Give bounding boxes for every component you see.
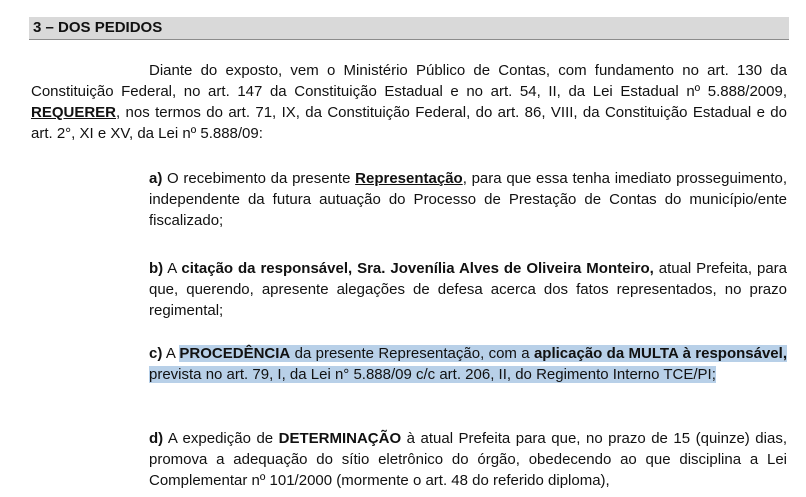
item-c-text-2[interactable]: da presente Representação, com a (290, 345, 534, 362)
item-c-bold-multa[interactable]: aplicação da MULTA à responsável, (533, 345, 787, 362)
item-d-letter: d) (149, 430, 164, 447)
item-d-text-2: à atual Prefeita para que, no prazo de 15 (quinze) dias, promova a adequação do sítio eletrônico do órgão, obedecendo ao que disciplina a Lei Complementar nº 101/2000 (mormente o art. 48 do referido diploma), (149, 430, 787, 489)
item-c-bold-procedencia[interactable]: PROCEDÊNCIA (179, 345, 291, 362)
item-b-letter: b) (149, 260, 164, 277)
item-c-letter: c) (149, 345, 163, 362)
section-title: 3 – DOS PEDIDOS (33, 19, 163, 36)
item-b-text-2: atual Prefeita, para que, querendo, apresente alegações de defesa acerca dos fatos representados, no prazo regimental; (149, 260, 787, 319)
request-item-a (149, 168, 787, 231)
request-item-c[interactable] (149, 343, 787, 385)
item-d-bold: DETERMINAÇÃO (278, 430, 402, 447)
item-c-text-1: A (162, 345, 180, 362)
intro-paragraph (31, 60, 787, 144)
item-c-text-3[interactable]: prevista no art. 79, I, da Lei n° 5.888/09 c/c art. 206, II, do Regimento Interno TCE/PI; (149, 366, 716, 383)
item-b-bold: citação da responsável, Sra. Jovenília Alves de Oliveira Monteiro, (181, 260, 654, 277)
item-a-text-2: , para que essa tenha imediato prosseguimento, independente da futura autuação do Processo de Prestação de Contas do município/ente fiscalizado; (149, 170, 787, 229)
item-d-text-1: A expedição de (163, 430, 279, 447)
intro-text-2: , nos termos do art. 71, IX, da Constituição Federal, do art. 86, VIII, da Constituição Estadual e do art. 2°, XI e XV, da Lei nº 5.888/09: (31, 104, 787, 142)
section-header (29, 17, 789, 40)
item-b-text-1: A (163, 260, 182, 277)
request-item-b (149, 258, 787, 321)
item-a-letter: a) (149, 170, 163, 187)
item-a-bold: Representação (355, 170, 463, 187)
request-item-d (149, 428, 787, 491)
requerer-keyword: REQUERER (31, 104, 117, 121)
intro-text-1: Diante do exposto, vem o Ministério Público de Contas, com fundamento no art. 130 da Constituição Federal, no art. 147 da Constituição Estadual e no art. 54, II, da Lei Estadual nº 5.888/2009, (31, 62, 787, 100)
item-a-text-1: O recebimento da presente (162, 170, 356, 187)
